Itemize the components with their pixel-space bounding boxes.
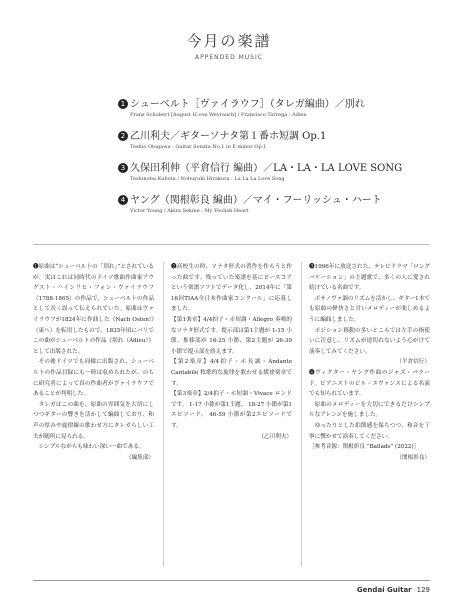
entry-title: ヤング（関根彰良 編曲）／マイ・フーリッシュ・ハート — [130, 195, 382, 206]
music-entry-2 — [118, 127, 448, 150]
page-footer — [0, 580, 458, 594]
page-subtitle: APPENDED MUSIC — [195, 54, 263, 61]
entry-subtitle: Victor Young / Akira Sekine : My Foolish Heart — [130, 208, 249, 214]
entry-number-badge: 2 — [118, 131, 128, 141]
entry-subtitle: Toshinobu Kubota / Nobuyuki Hirakura : La La La Love Song — [130, 176, 285, 182]
author-signature: （編集部） — [126, 454, 154, 461]
entry-subtitle: Franz Schubert [August H.von Weyrauch] / Francisco Tárrega : Adieu — [130, 112, 307, 118]
commentary-paragraph: ❹ヴィクター・ヤング作曲のジャズ・バラード。ピアニストのビル・エヴァンスによる名演でも知られています。 — [309, 369, 430, 398]
footer-rule — [33, 580, 430, 581]
commentary-paragraph: タレガはこの曲を、原曲の雰囲気を大切にしつつギターの響きを活かして編曲しており、和声の厚みや旋律線の歌わせ方にタレガらしい工夫が随所に見られる。 — [33, 401, 154, 440]
author-signature: （乙川利夫） — [258, 433, 292, 440]
page-title: 今月の楽譜 — [186, 32, 272, 50]
commentary-paragraph: ❸1996年に放送された、テレビドラマ「ロングバケーション」の主題歌で、多くの人に愛され続けている名曲です。 — [309, 264, 430, 292]
entry-number-badge: 3 — [118, 163, 128, 173]
magazine-name: Gendai Guitar — [356, 586, 412, 594]
commentary-paragraph: 原曲のメロディーを大切にできるだけシンプルなアレンジを施しました。 — [309, 401, 430, 419]
commentary-column-2 — [171, 262, 292, 442]
page-number: 129 — [416, 586, 430, 594]
commentary-column-3 — [309, 262, 430, 463]
entry-title: 久保田利伸（平倉信行 編曲）／LA・LA・LA LOVE SONG — [130, 163, 403, 174]
author-signature: （平倉信行） — [396, 359, 430, 366]
music-list — [118, 95, 448, 223]
commentary-paragraph: ❶原曲は“シューベルトの「別れ」”とされているが、実はこれは同時代のドイツ歌曲作曲家アウグスト・ハインリヒ・フォン・ヴァイラウフ（1788-1865）の作品で、シューベルトの作品として長く誤って伝えられていた。原曲はヴァイラウフが1824年に作曲した《Nach Osten!》（東へ）を転用したもので、1835年頃にパリでこの曲がシューベルトの作品《別れ（Adieu）》として出版された。 — [33, 264, 154, 355]
entry-number-badge: 1 — [118, 99, 128, 109]
entry-subtitle: Toshio Otogawa : Guitar Sonata No.1 in E minor Op.1 — [130, 144, 267, 150]
entry-title: シューベルト［ヴァイラウフ］（タレガ編曲）／別れ — [130, 99, 365, 110]
section-divider — [33, 244, 430, 245]
music-entry-3 — [118, 159, 448, 182]
commentary-paragraph: ポジション移動の多いところでは左手の指使いに注意し、リズムが途切れないよう心がけて演奏してみてください。 — [309, 327, 430, 355]
reference-note: ［参考音源：関根彰良 “Ballads” (2022)］ — [309, 444, 420, 451]
page-header — [0, 30, 458, 61]
commentary-paragraph: 【第2楽章】4/4拍子・ホ長調・Andante Cantabile 牧歌的な旋律を歌わせる緩徐楽章です。 — [171, 359, 292, 387]
commentary-paragraph: ボサノヴァ調のリズムを活かし、ギター1本でも原曲の軽快さと甘いメロディーが楽しめるように編曲しました。 — [309, 295, 430, 323]
commentary-paragraph: シンプルながらも味わい深い一曲である。 — [38, 444, 145, 451]
author-signature: （関根彰良） — [396, 454, 430, 461]
commentary-column-1 — [33, 262, 154, 463]
commentary-paragraph: その後ドイツでも同様に出版され、シューベルトの作品目録にも一時は収められたが、のちに研究者によって真の作曲者がヴァイラウフであることが判明した。 — [33, 359, 154, 398]
commentary-paragraph: ゆったりとした拍節感を保ちつつ、和音を丁寧に響かせて演奏してください。 — [309, 422, 430, 440]
column-rule — [301, 262, 302, 567]
commentary-paragraph: ❷高校生の時、ソナタ形式の習作を作ろうと作った曲です。残っていた楽譜を基にピースコアという楽譜ソフトでデータ化し、2014年に「第16回TIAA全日本作曲家コンクール」に応募しました。 — [171, 264, 292, 313]
music-entry-4 — [118, 191, 448, 214]
commentary-paragraph: 【第3楽章】2/4拍子・ホ短調・Vivace ロンドです。 1-17 小節が第1主題、 18-27 小節が第1エピソード、 46-59 小節が第2エピソードです。 — [171, 391, 292, 429]
column-rule — [163, 262, 164, 567]
music-entry-1 — [118, 95, 448, 118]
entry-title: 乙川利夫／ギターソナタ第１番ホ短調 Op.1 — [130, 131, 327, 142]
entry-number-badge: 4 — [118, 195, 128, 205]
commentary-paragraph: 【第1楽章】4/4拍子・ホ短調・Allegro 奏鳴的なソナタ形式です。提示部は第1主題が 1-15 小節、推移部が 16-25 小節、第2主題が 26-39 小節で提示部を終えます。 — [171, 316, 292, 355]
